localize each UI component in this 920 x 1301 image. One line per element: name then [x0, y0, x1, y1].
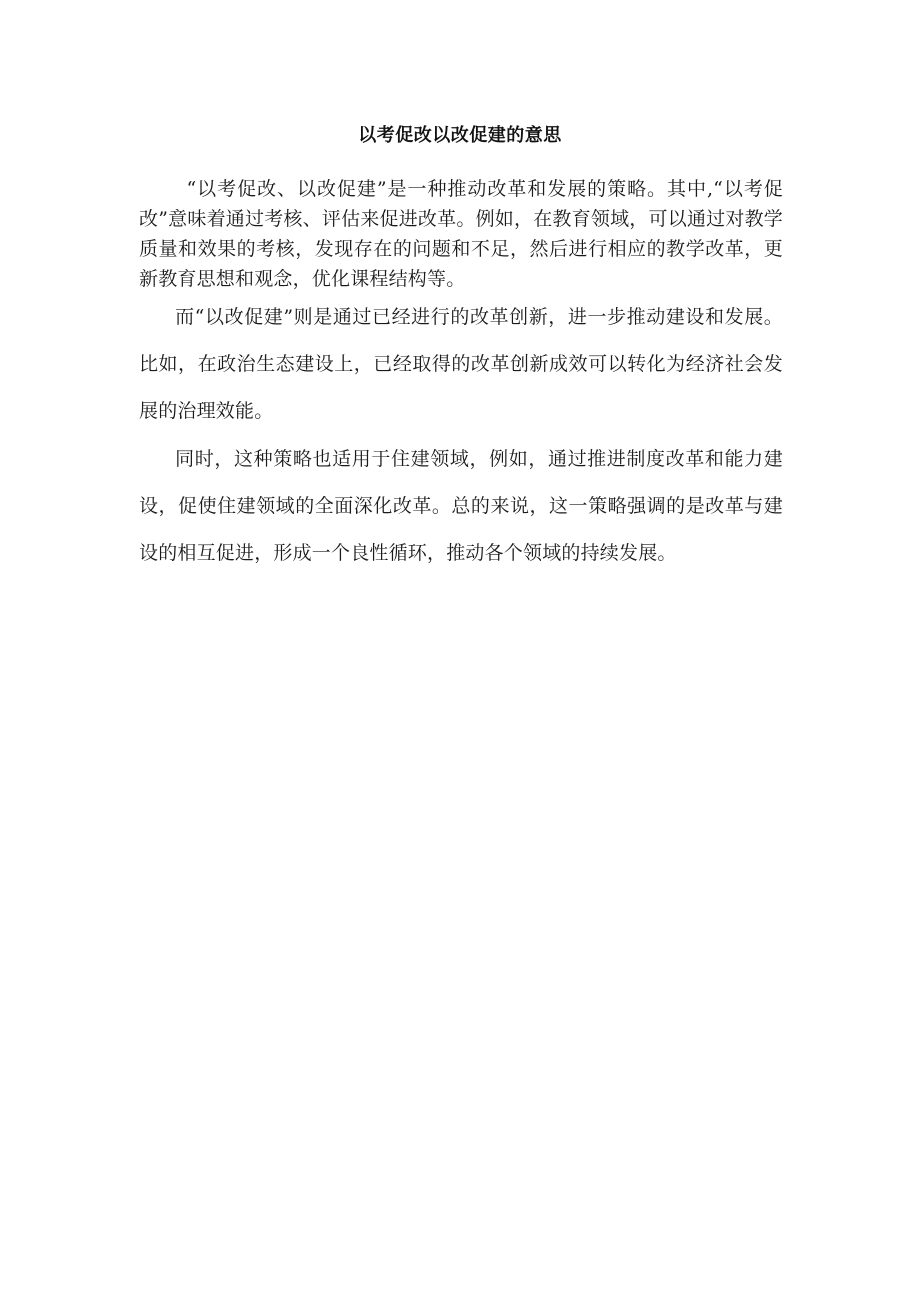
paragraph-3: 同时，这种策略也适用于住建领域，例如，通过推进制度改革和能力建设，促使住建领域的全面深化改革。总的来说，这一策略强调的是改革与建设的相互促进，形成一个良性循环，推动各个领域的持续发展。: [139, 448, 783, 564]
paragraph-1: “以考促改、以改促建”是一种推动改革和发展的策略。其中,“以考促改”意味着通过考核、评估来促进改革。例如，在教育领域，可以通过对教学质量和效果的考核，发现存在的问题和不足，然后进行相应的教学改革，更新教育思想和观念，优化课程结构等。: [139, 178, 783, 290]
paragraph-2: 而“以改促建”则是通过已经进行的改革创新，进一步推动建设和发展。比如，在政治生态建设上，已经取得的改革创新成效可以转化为经济社会发展的治理效能。: [139, 306, 783, 422]
document-title: 以考促改以改促建的意思: [358, 125, 562, 146]
